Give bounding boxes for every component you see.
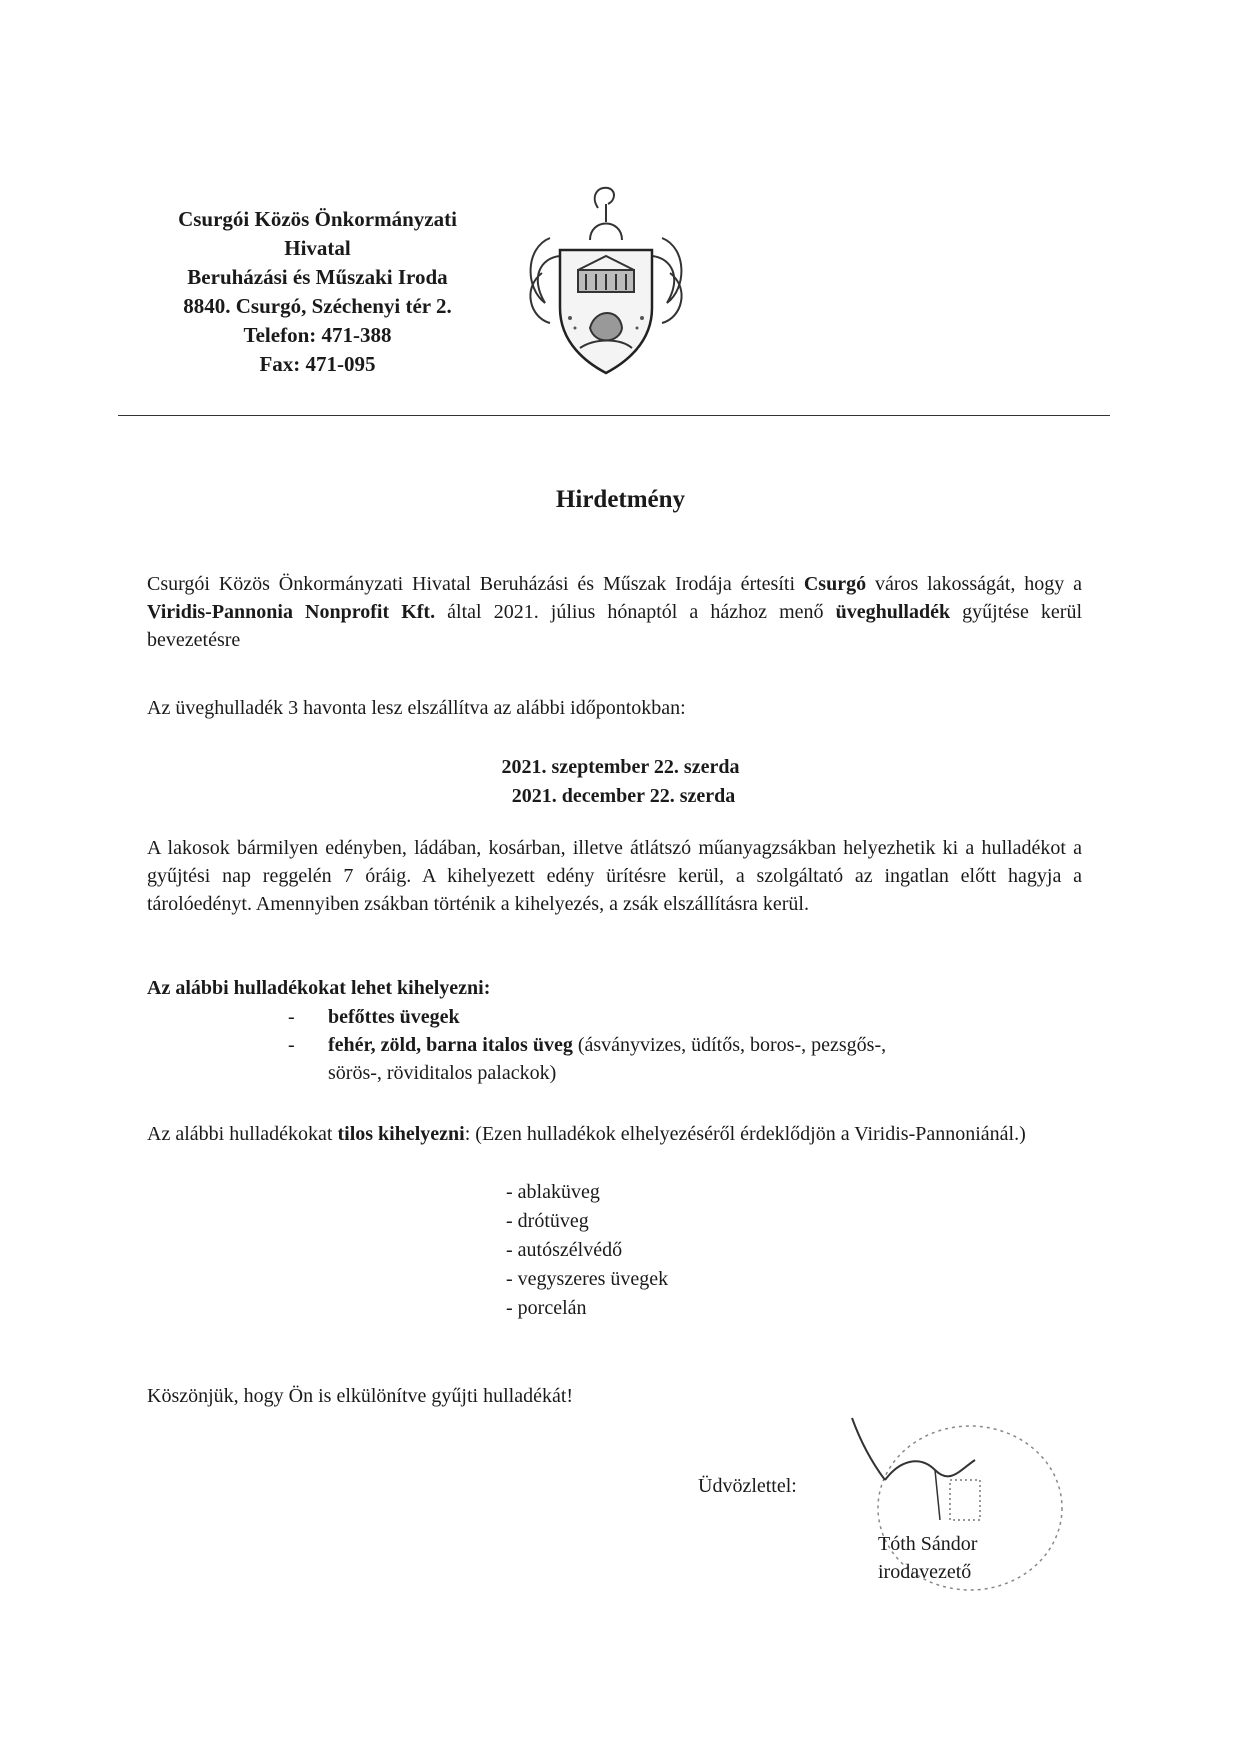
header-line: 8840. Csurgó, Széchenyi tér 2. bbox=[183, 294, 452, 318]
office-header bbox=[140, 205, 495, 379]
collection-dates bbox=[0, 753, 1241, 811]
signer-name: Tóth Sándor bbox=[878, 1533, 978, 1555]
forbidden-paragraph: Az alábbi hulladékokat tilos kihelyezni: (Ezen hulladékok elhelyezéséről érdeklődjön a Viridis-Pannoniánál.) bbox=[147, 1123, 1026, 1145]
header-line: Beruházási és Műszaki Iroda bbox=[187, 265, 448, 289]
forbidden-item: - autószélvédő bbox=[506, 1239, 623, 1261]
waste-type: üveghulladék bbox=[835, 601, 951, 623]
signer-role: irodavezető bbox=[878, 1561, 972, 1583]
header-line: Telefon: 471-388 bbox=[243, 323, 392, 347]
forbidden-item: - ablaküveg bbox=[506, 1181, 600, 1203]
document-title: Hirdetmény bbox=[555, 486, 686, 513]
instructions-paragraph: A lakosok bármilyen edényben, ládában, kosárban, illetve átlátszó műanyagzsákban helyezhetik ki a hulladékot a gyűjtési nap reggelén 7 óráig. A kihelyezett edény ürítésre kerül, a szolgáltató az ingatlan előtt hagyja a tárolóedényt. Amennyiben zsákban történik a kihelyezés, a zsák elszállításra kerül. bbox=[147, 837, 1082, 915]
forbidden-item: - porcelán bbox=[506, 1297, 587, 1319]
allowed-title: Az alábbi hulladékokat lehet kihelyezni: bbox=[147, 977, 491, 999]
city-name: Csurgó bbox=[803, 573, 867, 595]
company-name: Viridis-Pannonia Nonprofit Kft. bbox=[147, 601, 436, 623]
coat-of-arms-icon bbox=[520, 178, 692, 378]
header-divider bbox=[118, 415, 1110, 416]
header-line: Fax: 471-095 bbox=[259, 352, 376, 376]
header-line: Csurgói Közös Önkormányzati bbox=[178, 207, 457, 231]
closing-greeting: Üdvözlettel: bbox=[698, 1475, 797, 1497]
forbidden-list bbox=[506, 1178, 668, 1323]
intro-paragraph: Csurgói Közös Önkormányzati Hivatal Beruházási és Műszak Irodája értesíti Csurgó város lakosságát, hogy a Viridis-Pannonia Nonprofit Kft. által 2021. július hónaptól a házhoz menő üveghulladék gyűjtése kerül bevezetésre bbox=[147, 573, 1082, 651]
forbidden-item: - drótüveg bbox=[506, 1210, 589, 1232]
header-line: Hivatal bbox=[284, 236, 351, 260]
thanks-line: Köszönjük, hogy Ön is elkülönítve gyűjti hulladékát! bbox=[147, 1385, 574, 1407]
bullet-dash: - bbox=[288, 1034, 295, 1056]
collection-date: 2021. szeptember 22. szerda bbox=[501, 756, 740, 778]
forbidden-item: - vegyszeres üvegek bbox=[506, 1268, 669, 1290]
collection-date: 2021. december 22. szerda bbox=[511, 785, 736, 807]
bullet-dash: - bbox=[288, 1006, 295, 1028]
forbidden-emphasis: tilos kihelyezni bbox=[337, 1123, 465, 1145]
schedule-intro: Az üveghulladék 3 havonta lesz elszállítva az alábbi időpontokban: bbox=[147, 697, 686, 719]
